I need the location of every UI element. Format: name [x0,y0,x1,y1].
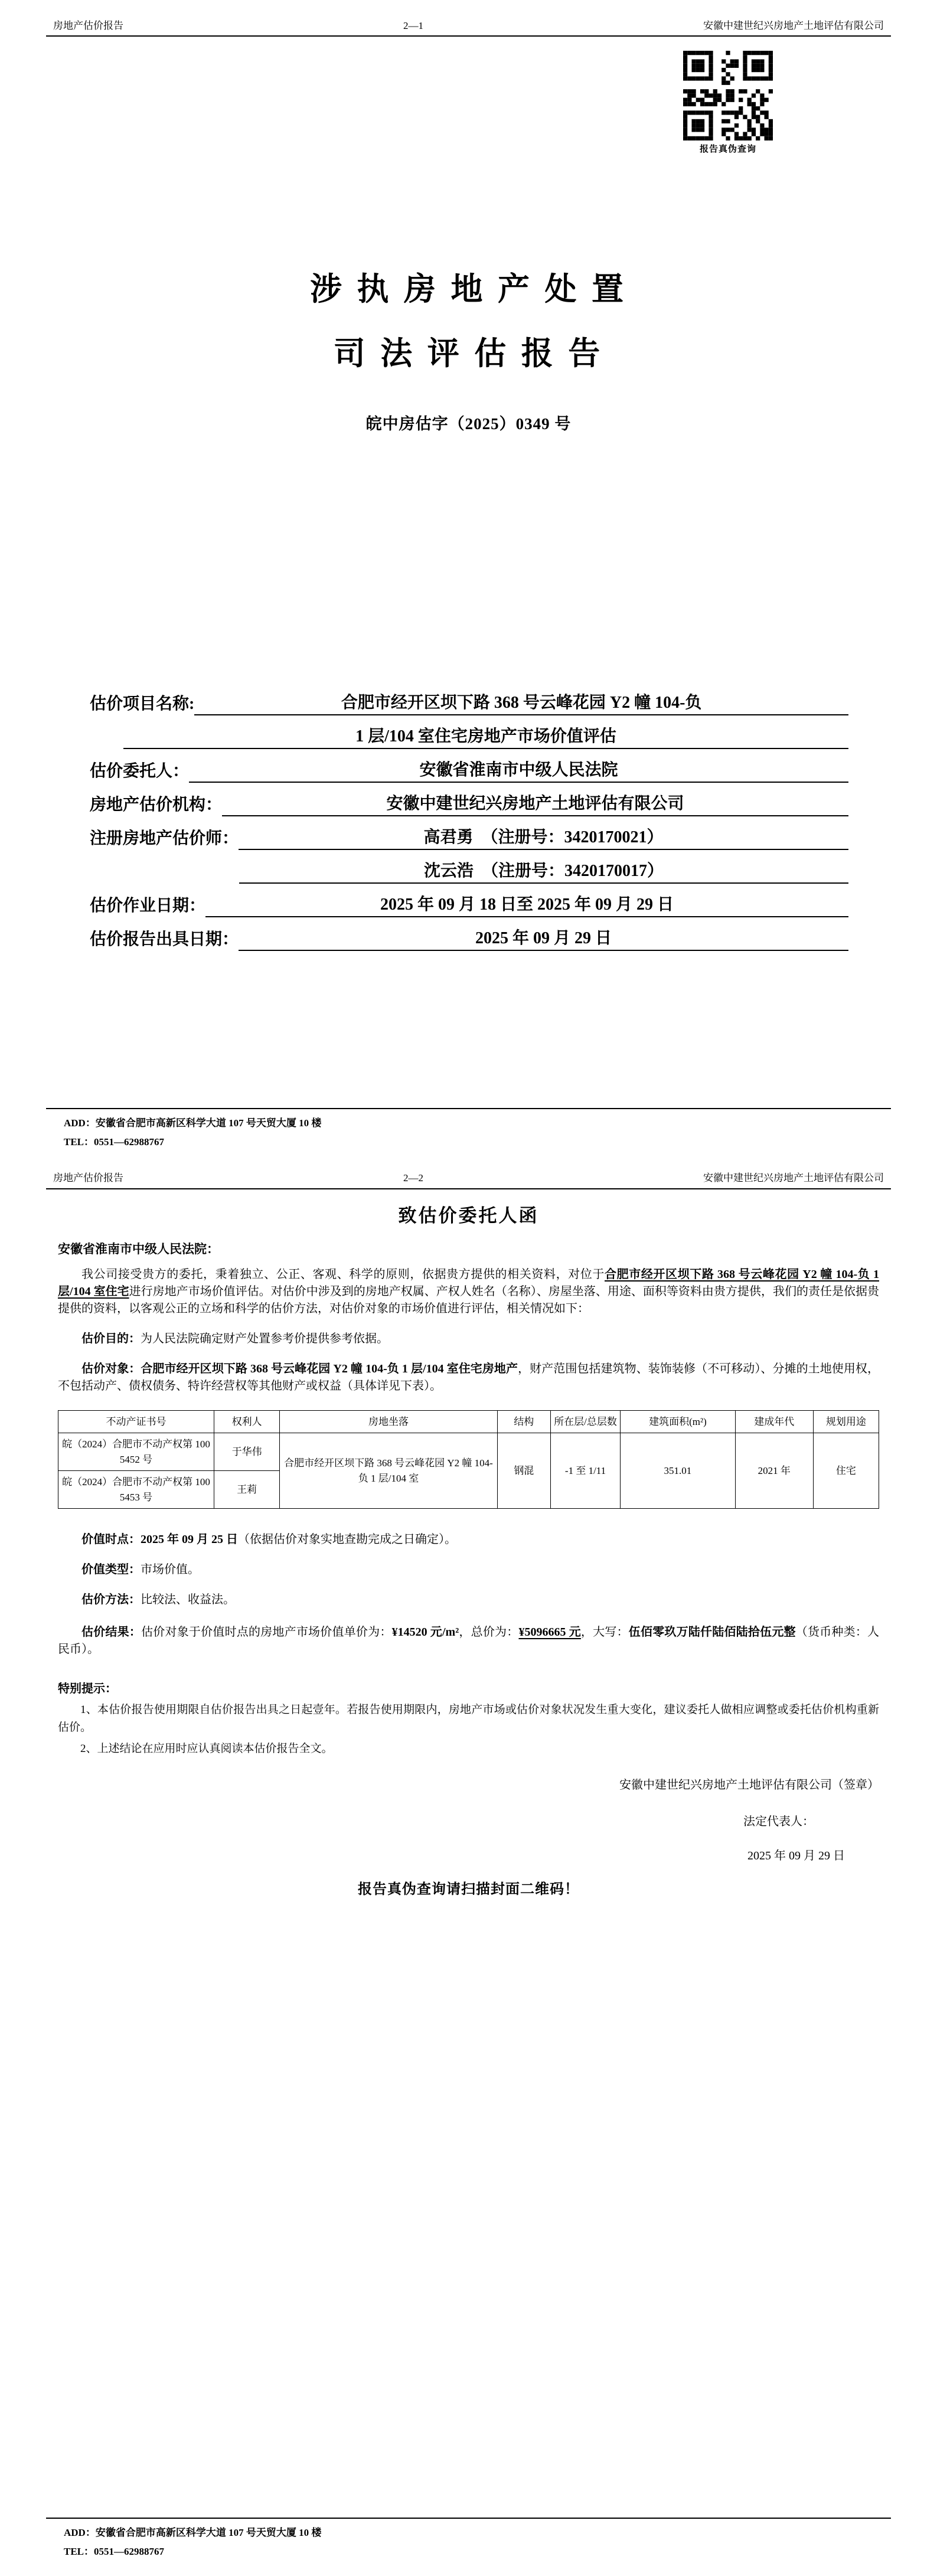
qr-block [683,51,773,155]
footer-address: ADD：安徽省合肥市高新区科学大道 107 号天贸大厦 10 楼 [64,2527,322,2539]
cell-area: 351.01 [621,1433,736,1509]
letter-body [58,1189,879,1899]
result-text-1: 估价对象于价值时点的房地产市场价值单价为： [141,1626,392,1639]
cover-page [0,0,937,1160]
col-header-area: 建筑面积(m²) [621,1410,736,1433]
subject-address: 合肥市经开区坝下路 368 号云峰花园 Y2 幢 104-负 1 层/104 室住宅房地产 [141,1362,518,1375]
form-value: 1 层/104 室住宅房地产市场价值评估 [123,723,848,749]
form-row-agency [90,783,848,816]
value-date: 2025 年 09 月 25 日 [141,1533,238,1547]
result-unit-price: ¥14520 元/m² [391,1626,459,1639]
intro-subject-highlight: 合肥市经开区坝下路 368 号云峰花园 Y2 幢 104-负 1 层/104 室住宅 [58,1267,880,1298]
form-value: 高君勇 （注册号：3420170021） [239,824,848,850]
form-label: 估价报告出具日期： [90,930,239,949]
form-label: 估价委托人： [90,761,190,780]
result-text-3: ，大写： [580,1626,629,1639]
col-header-owner: 权利人 [214,1410,280,1433]
value-date-note: （依据估价对象实地查勘完成之日确定）。 [238,1533,456,1547]
letter-page [0,1160,937,2576]
form-value: 沈云浩 （注册号：3420170017） [239,858,848,884]
subject-text: ，财产范围包括建筑物、装饰装修（不可移动）、分摊的土地使用权，不包括动产、债权债务、特许经营权等其他财产或权益（具体详见下表）。 [58,1362,880,1392]
purpose-text: 为人民法院确定财产处置参考价提供参考依据。 [141,1332,388,1345]
report-number: 皖中房估字（2025）0349 号 [365,414,572,433]
method-line [58,1591,879,1609]
purpose-line [58,1331,879,1348]
result-text-4: （货币种类：人民币）。 [58,1626,880,1656]
result-paragraph [58,1624,879,1658]
col-header-use: 规划用途 [813,1410,879,1433]
result-text-2: ，总价为： [459,1626,519,1639]
method-label: 估价方法： [81,1593,141,1607]
form-label: 注册房地产估价师： [90,829,239,848]
value-type-text: 市场价值。 [141,1563,200,1577]
footer-address: ADD：安徽省合肥市高新区科学大道 107 号天贸大厦 10 楼 [64,1117,322,1129]
cell-location: 合肥市经开区坝下路 368 号云峰花园 Y2 幢 104-负 1 层/104 室 [280,1433,497,1509]
form-value: 安徽中建世纪兴房地产土地评估有限公司 [222,790,848,816]
col-header-cert: 不动产证书号 [58,1410,214,1433]
special-notes-heading: 特别提示： [58,1682,117,1696]
cell-owner-1: 于华伟 [214,1433,280,1471]
form-value: 2025 年 09 月 29 日 [239,925,848,951]
vertical-spacer [0,951,937,1109]
form-row-project-name [90,682,848,715]
note-1: 1、本估价报告使用期限自估价报告出具之日起壹年。若报告使用期限内，房地产市场或估价对象状况发生重大变化，建议委托人做相应调整或委托估价机构重新估价。 [58,1704,879,1734]
cell-owner-2: 王莉 [214,1471,280,1509]
value-date-line [58,1531,879,1548]
form-row-work-date [90,884,848,917]
scan-notice: 报告真伪查询请扫描封面二维码！ [358,1882,579,1898]
form-row-appraiser-2 [90,850,848,884]
subject-table [58,1410,879,1509]
header-doc-type: 房地产估价报告 [53,1172,123,1184]
table-header-row [58,1410,879,1433]
cell-use: 住宅 [813,1433,879,1509]
table-row [58,1433,879,1471]
report-title [0,273,937,370]
header-page-number: 2—1 [403,20,423,31]
value-type-label: 价值类型： [81,1563,141,1577]
cover-form [90,682,848,951]
qr-caption: 报告真伪查询 [699,145,756,155]
page-header [46,0,891,37]
result-total-price: ¥5096665 元 [518,1626,581,1639]
cell-structure: 钢混 [497,1433,550,1509]
form-label: 估价项目名称: [90,694,195,713]
result-amount-words: 伍佰零玖万陆仟陆佰陆拾伍元整 [628,1626,796,1639]
col-header-location: 房地坐落 [280,1410,497,1433]
cell-cert-2: 皖（2024）合肥市不动产权第 1005453 号 [58,1471,214,1509]
col-header-floor: 所在层/总层数 [550,1410,620,1433]
page-footer [46,1108,891,1151]
form-value: 合肥市经开区坝下路 368 号云峰花园 Y2 幢 104-负 [194,689,848,715]
intro-text-post: 进行房地产市场价值评估。对估价中涉及到的房地产权属、产权人姓名（名称）、房屋坐落、用途、面积等资料由贵方提供，我们的责任是依据贵提供的资料，以客观公正的立场和科学的估价方法，对估价对象的市场价值进行评估，相关情况如下： [58,1284,879,1315]
form-row-client [90,749,848,783]
letter-title: 致估价委托人函 [398,1205,539,1226]
page-footer [46,2518,891,2561]
header-page-number: 2—2 [403,1172,423,1184]
vertical-spacer [0,1898,937,2518]
salutation: 安徽省淮南市中级人民法院： [58,1241,219,1256]
result-label: 估价结果： [81,1626,142,1639]
col-header-year: 建成年代 [735,1410,813,1433]
legal-representative-line: 法定代表人： [743,1815,814,1829]
page-header [46,1160,891,1189]
value-type-line [58,1561,879,1578]
form-value: 2025 年 09 月 18 日至 2025 年 09 月 29 日 [205,891,848,917]
col-header-structure: 结构 [497,1410,550,1433]
form-row-appraiser-1 [90,816,848,850]
cell-floor: -1 至 1/11 [550,1433,620,1509]
header-company-name: 安徽中建世纪兴房地产土地评估有限公司 [703,1172,884,1184]
form-value: 安徽省淮南市中级人民法院 [189,757,848,783]
signature-date: 2025 年 09 月 29 日 [747,1849,845,1863]
purpose-label: 估价目的： [81,1332,141,1345]
form-label: 房地产估价机构： [90,795,223,814]
footer-phone: TEL：0551—62988767 [64,1136,165,1148]
signature-company: 安徽中建世纪兴房地产土地评估有限公司（签章） [619,1779,879,1792]
subject-paragraph [58,1361,879,1395]
report-title-line-2: 司 法 评 估 报 告 [333,336,604,372]
form-row-issue-date [90,917,848,951]
qr-code [683,51,773,140]
header-company-name: 安徽中建世纪兴房地产土地评估有限公司 [703,20,884,31]
form-label: 估价作业日期： [90,896,206,915]
cell-year: 2021 年 [735,1433,813,1509]
intro-text-pre: 我公司接受贵方的委托，秉着独立、公正、客观、科学的原则，依据贵方提供的相关资料，对位于 [81,1267,605,1281]
header-doc-type: 房地产估价报告 [53,20,123,31]
form-row-project-name-cont [90,715,848,749]
cell-cert-1: 皖（2024）合肥市不动产权第 1005452 号 [58,1433,214,1471]
method-text: 比较法、收益法。 [141,1593,235,1607]
intro-paragraph [58,1266,879,1318]
subject-label: 估价对象： [81,1362,141,1375]
report-title-line-1: 涉 执 房 地 产 处 置 [310,272,627,308]
note-2: 2、上述结论在应用时应认真阅读本估价报告全文。 [80,1743,333,1756]
footer-phone: TEL：0551—62988767 [64,2545,165,2557]
value-date-label: 价值时点： [81,1533,141,1547]
